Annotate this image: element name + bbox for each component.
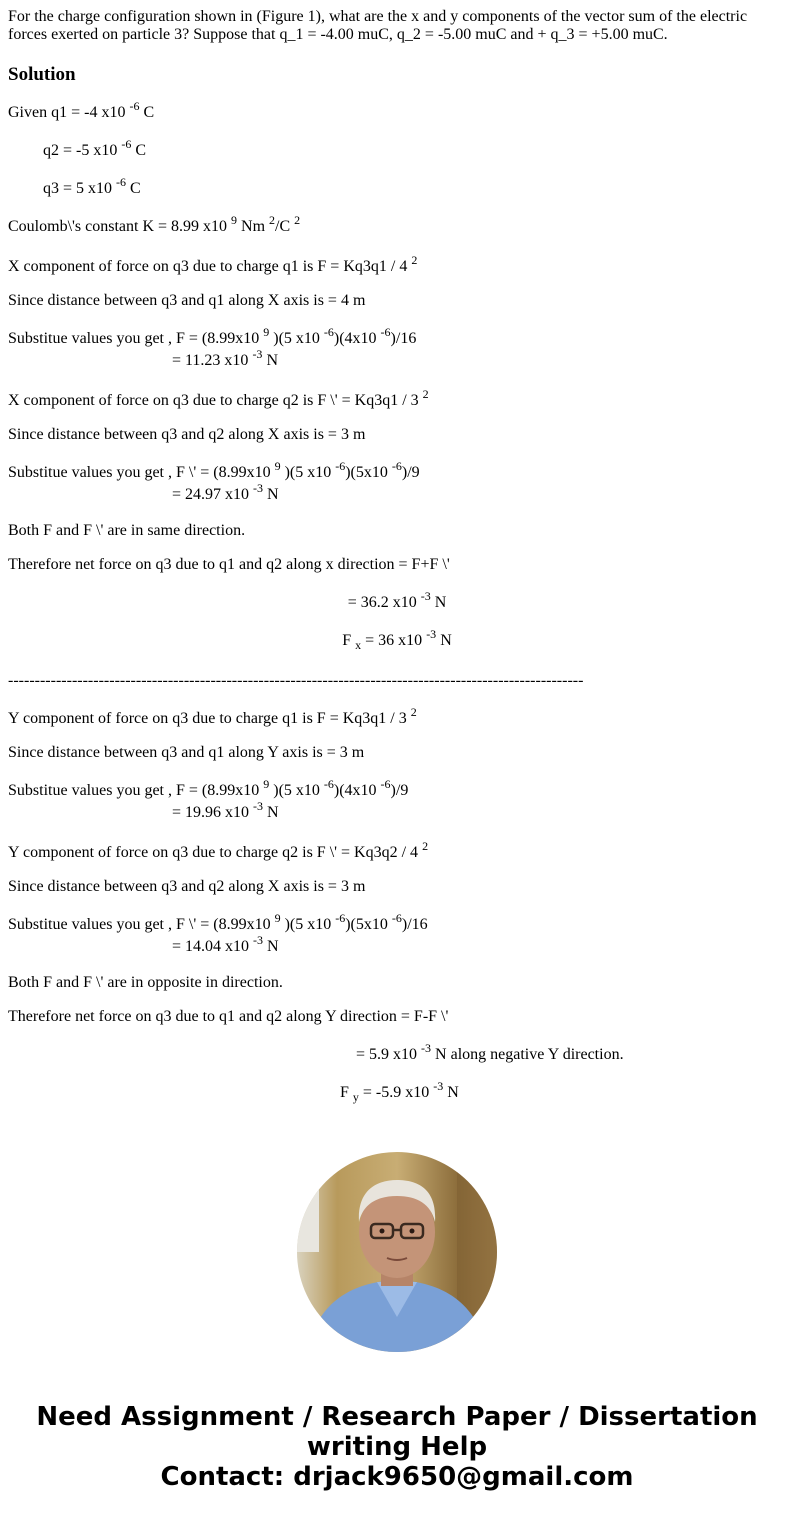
x2-substitution: Substitue values you get , F \' = (8.99x10 $^9$ )(5 x10 $^{-6}$)(5x10 $^{-6}$)/9 — [8, 458, 420, 481]
promo-line-1: Need Assignment / Research Paper / Dissertation — [36, 1402, 758, 1432]
section-divider: ------------------------------------------------------------------------------------------------------------ — [8, 672, 584, 689]
avatar-photo — [297, 1152, 497, 1352]
x1-title: X component of force on q3 due to charge q1 is F = Kq3q1 / 4 $^2$ — [8, 252, 418, 275]
solution-document — [8, 0, 786, 1105]
given-q2: q2 = -5 x10 $^{-6}$ C — [43, 136, 147, 159]
given-q1: Given q1 = -4 x10 $^{-6}$ C — [8, 98, 155, 121]
y1-result: = 19.96 x10 $^{-3}$ N — [172, 798, 279, 821]
y2-title: Y component of force on q3 due to charge q2 is F \' = Kq3q2 / 4 $^2$ — [8, 838, 429, 861]
y1-substitution: Substitue values you get , F = (8.99x10 $^9$ )(5 x10 $^{-6}$)(4x10 $^{-6}$)/9 — [8, 776, 409, 799]
y-net-value: = 5.9 x10 $^{-3}$ N along negative Y direction. — [356, 1040, 624, 1063]
solution-heading: Solution — [8, 64, 76, 85]
x1-substitution: Substitue values you get , F = (8.99x10 $^9$ )(5 x10 $^{-6}$)(4x10 $^{-6}$)/16 — [8, 324, 417, 347]
y-net-force: Therefore net force on q3 due to q1 and q2 along Y direction = F-F \' — [8, 1008, 449, 1025]
coulomb-constant: Coulomb\'s constant K = 8.99 x10 $^9$ Nm $^2$/C $^2$ — [8, 212, 301, 235]
promo-contact: Contact: drjack9650@gmail.com — [160, 1462, 634, 1492]
fy-result: F $_y$ = -5.9 x10 $^{-3}$ N — [340, 1078, 459, 1105]
promo-line-2: writing Help — [306, 1432, 488, 1462]
fx-result: F $_x$ = 36 x10 $^{-3}$ N — [342, 626, 452, 653]
x1-distance: Since distance between q3 and q1 along X axis is = 4 m — [8, 292, 366, 309]
x-same-direction: Both F and F \' are in same direction. — [8, 522, 246, 539]
question-text: For the charge configuration shown in (Figure 1), what are the x and y components of the vector sum of the electric forces exerted on particle 3? Suppose that q_1 = -4.00 muC, q_2 = -5.00 muC and + q_3 = +5.00 muC. — [8, 8, 748, 43]
x2-title: X component of force on q3 due to charge q2 is F \' = Kq3q1 / 3 $^2$ — [8, 386, 429, 409]
y1-distance: Since distance between q3 and q1 along Y axis is = 3 m — [8, 744, 365, 761]
promo-banner — [0, 1402, 794, 1492]
x2-distance: Since distance between q3 and q2 along X axis is = 3 m — [8, 426, 366, 443]
author-avatar — [297, 1152, 497, 1352]
x-net-force: Therefore net force on q3 due to q1 and q2 along x direction = F+F \' — [8, 556, 450, 573]
y-opposite-direction: Both F and F \' are in opposite in direction. — [8, 974, 283, 991]
x-net-value: = 36.2 x10 $^{-3}$ N — [347, 588, 447, 611]
y2-distance: Since distance between q3 and q2 along X axis is = 3 m — [8, 878, 366, 895]
y1-title: Y component of force on q3 due to charge q1 is F = Kq3q1 / 3 $^2$ — [8, 704, 417, 727]
x2-result: = 24.97 x10 $^{-3}$ N — [172, 480, 279, 503]
x1-result: = 11.23 x10 $^{-3}$ N — [172, 346, 278, 369]
y2-substitution: Substitue values you get , F \' = (8.99x10 $^9$ )(5 x10 $^{-6}$)(5x10 $^{-6}$)/16 — [8, 910, 428, 933]
given-q3: q3 = 5 x10 $^{-6}$ C — [43, 174, 141, 197]
y2-result: = 14.04 x10 $^{-3}$ N — [172, 932, 279, 955]
